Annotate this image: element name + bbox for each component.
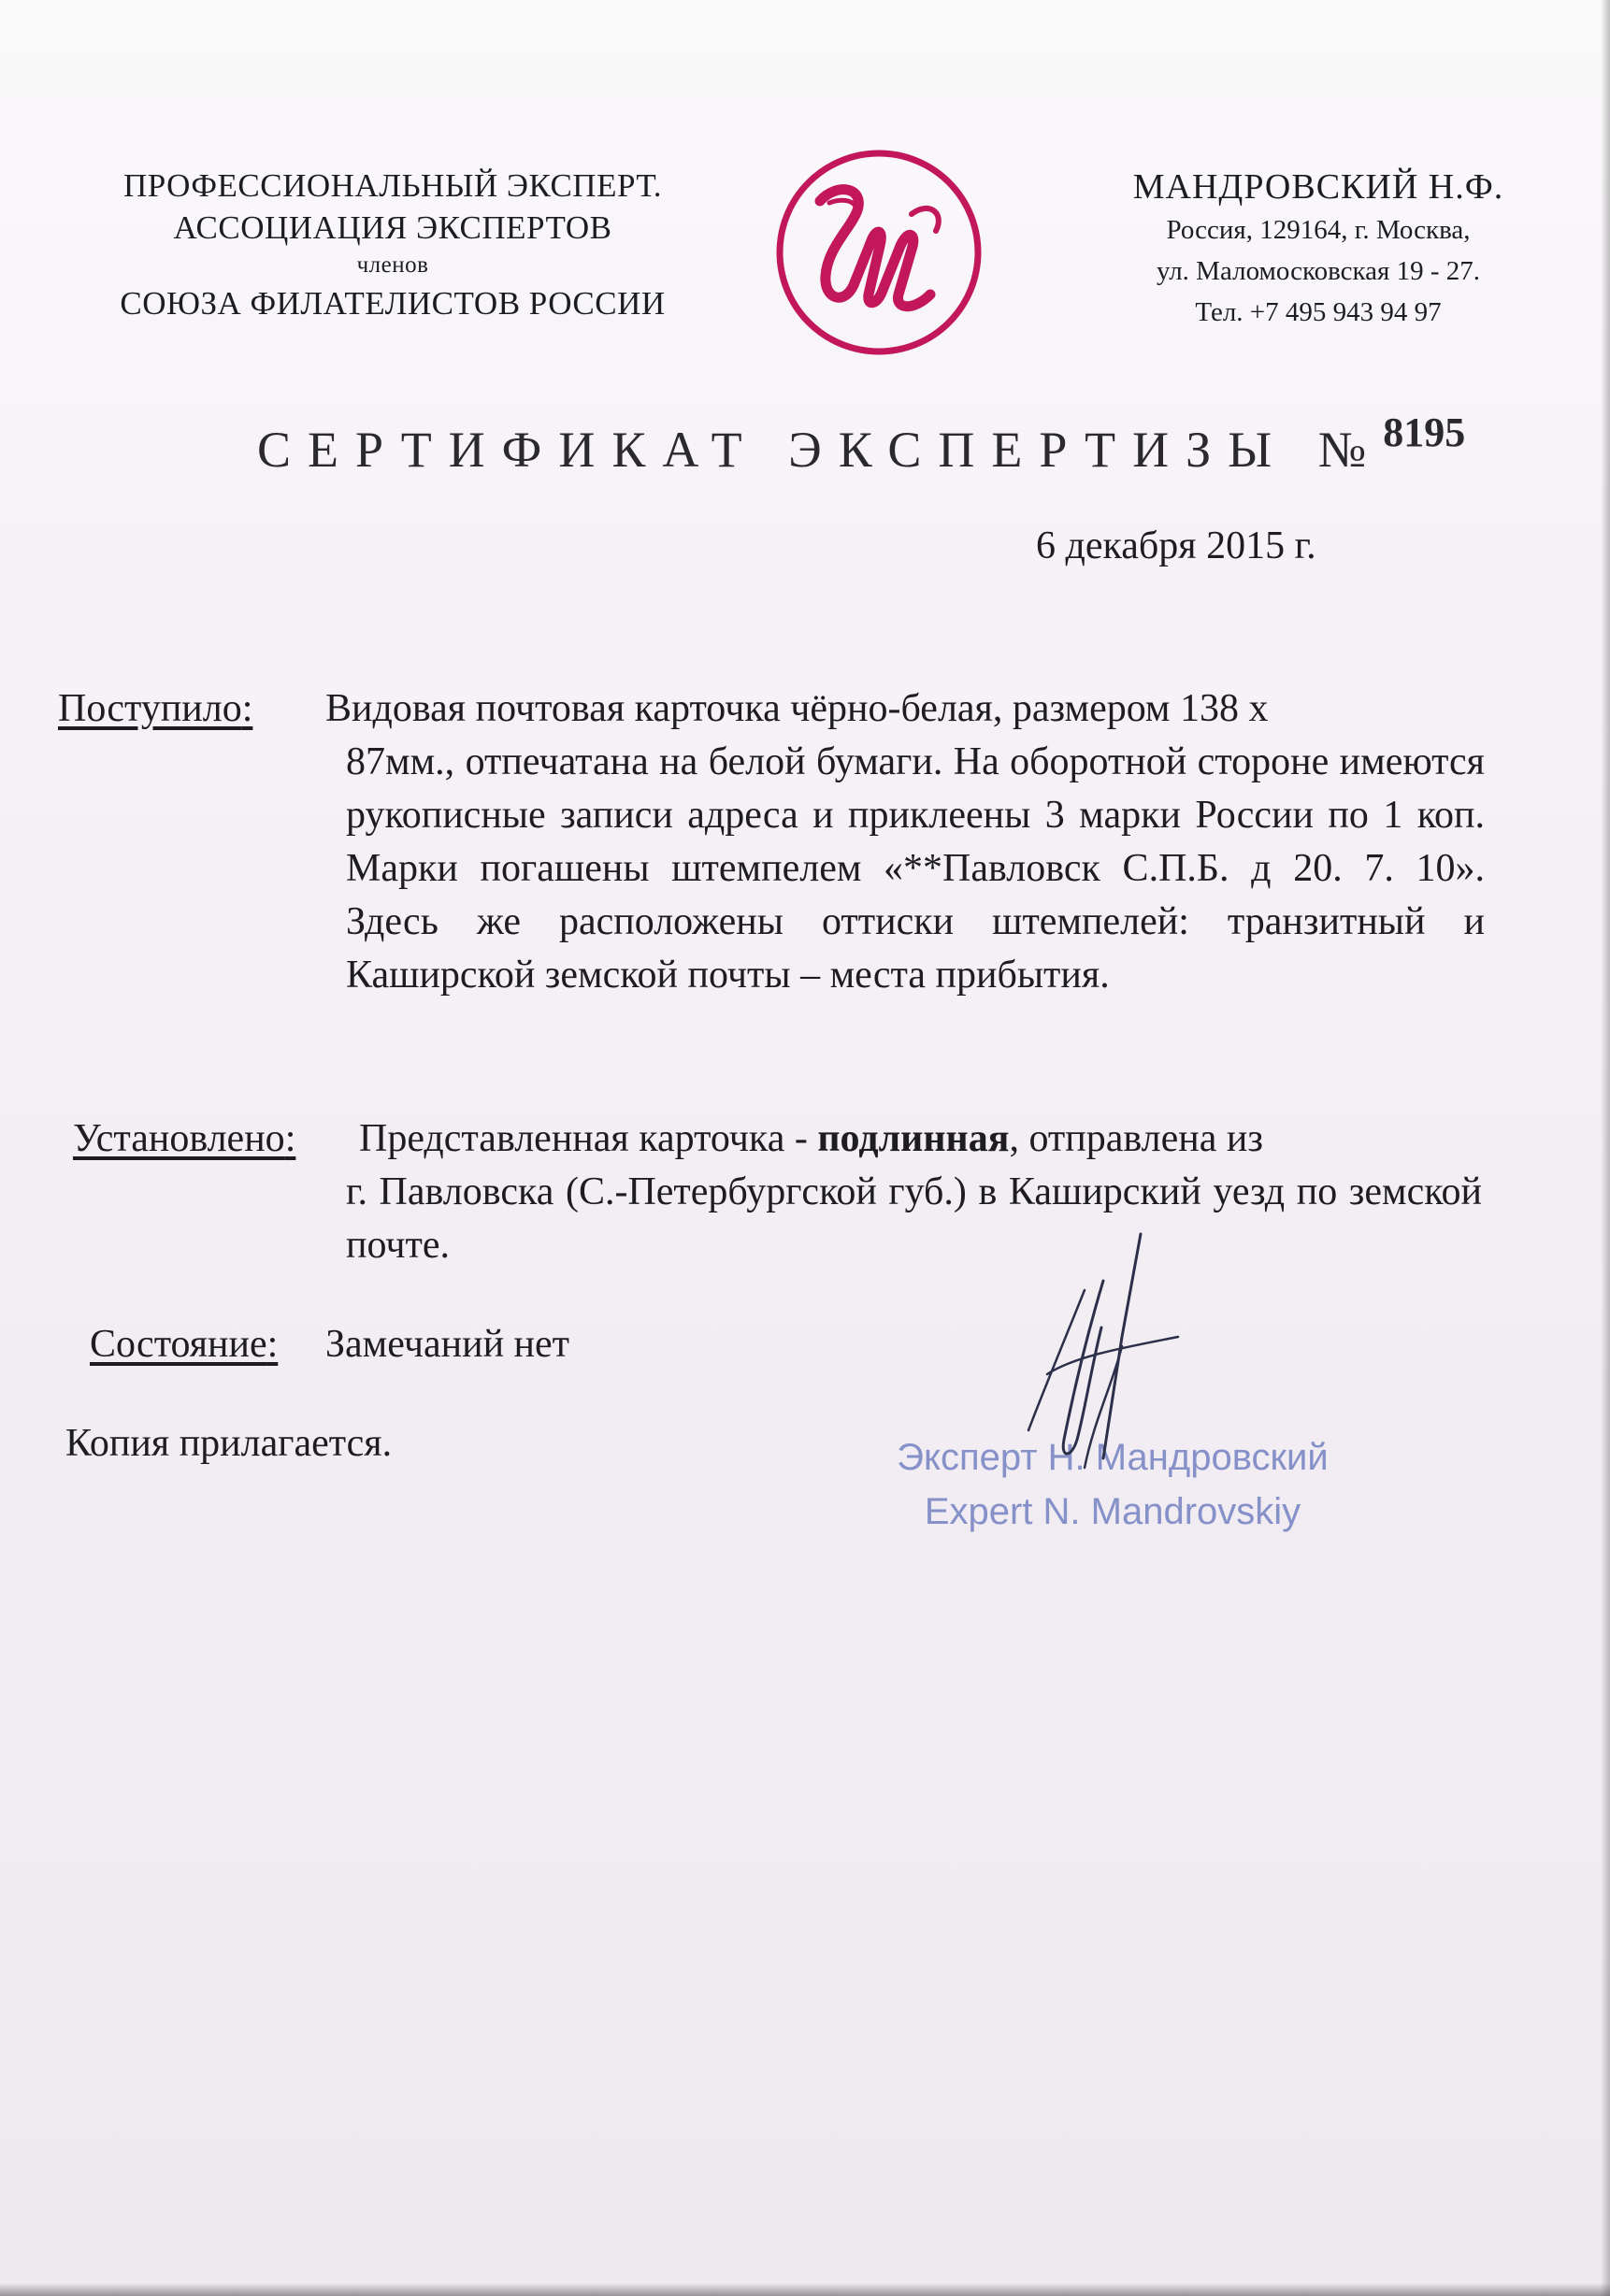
received-text: 87мм., отпечатана на белой бумаги. На оборотной стороне имеются рукописные записи адреса и приклеены 3 марки России по 1 коп. Марки погашены штемпелем «**Павловск С.П.Б. д 20. 7. 10». Здесь же расположены оттиски штемпелей: транзитный и Каширской земской почты – места прибытия. xyxy=(346,740,1485,997)
established-text-after: , отправлена из xyxy=(1009,1117,1263,1160)
signature-icon xyxy=(991,1225,1197,1505)
stamp-line-ru: Эксперт Н. Мандровский xyxy=(897,1437,1329,1478)
scan-bottom-edge xyxy=(0,2283,1610,2296)
header-left-line3: членов xyxy=(356,252,429,278)
received-label-colon: : xyxy=(241,687,253,730)
certificate-number: 8195 xyxy=(1383,409,1466,455)
condition-value: Замечаний нет xyxy=(325,1323,570,1366)
expert-name: МАНДРОВСКИЙ Н.Ф. xyxy=(1132,167,1504,207)
header-left-line1: ПРОФЕССИОНАЛЬНЫЙ ЭКСПЕРТ. xyxy=(123,167,662,204)
header-left-line2: АССОЦИАЦИЯ ЭКСПЕРТОВ xyxy=(173,209,612,246)
stamp-line-en: Expert N. Mandrovskiy xyxy=(924,1491,1301,1532)
condition-label: Состояние xyxy=(90,1323,267,1366)
established-label: Установлено xyxy=(73,1117,285,1160)
received-label: Поступило xyxy=(58,687,242,730)
address-line1: Россия, 129164, г. Москва, xyxy=(1166,215,1471,245)
condition-label-wrap xyxy=(90,1318,278,1371)
condition-label-colon: : xyxy=(266,1323,279,1366)
certificate-date: 6 декабря 2015 г. xyxy=(1036,524,1316,567)
established-text: г. Павловска (С.-Петербургской губ.) в Каширский уезд по земской почте. xyxy=(346,1170,1482,1267)
established-verdict: подлинная xyxy=(817,1117,1010,1160)
address-line2: ул. Маломосковская 19 - 27. xyxy=(1156,256,1480,286)
certificate-title-text: СЕРТИФИКАТ ЭКСПЕРТИЗЫ № xyxy=(257,422,1384,478)
scan-right-edge xyxy=(1601,0,1610,2296)
established-text-before: Представленная карточка - xyxy=(359,1117,818,1160)
header-left-line4: СОЮЗА ФИЛАТЕЛИСТОВ РОССИИ xyxy=(120,285,666,322)
received-first-line: Видовая почтовая карточка чёрно-белая, размером 138 х xyxy=(325,687,1269,730)
phone-line: Тел. +7 495 943 94 97 xyxy=(1195,297,1442,327)
copy-note: Копия прилагается. xyxy=(65,1422,393,1465)
established-label-colon: : xyxy=(284,1117,296,1160)
